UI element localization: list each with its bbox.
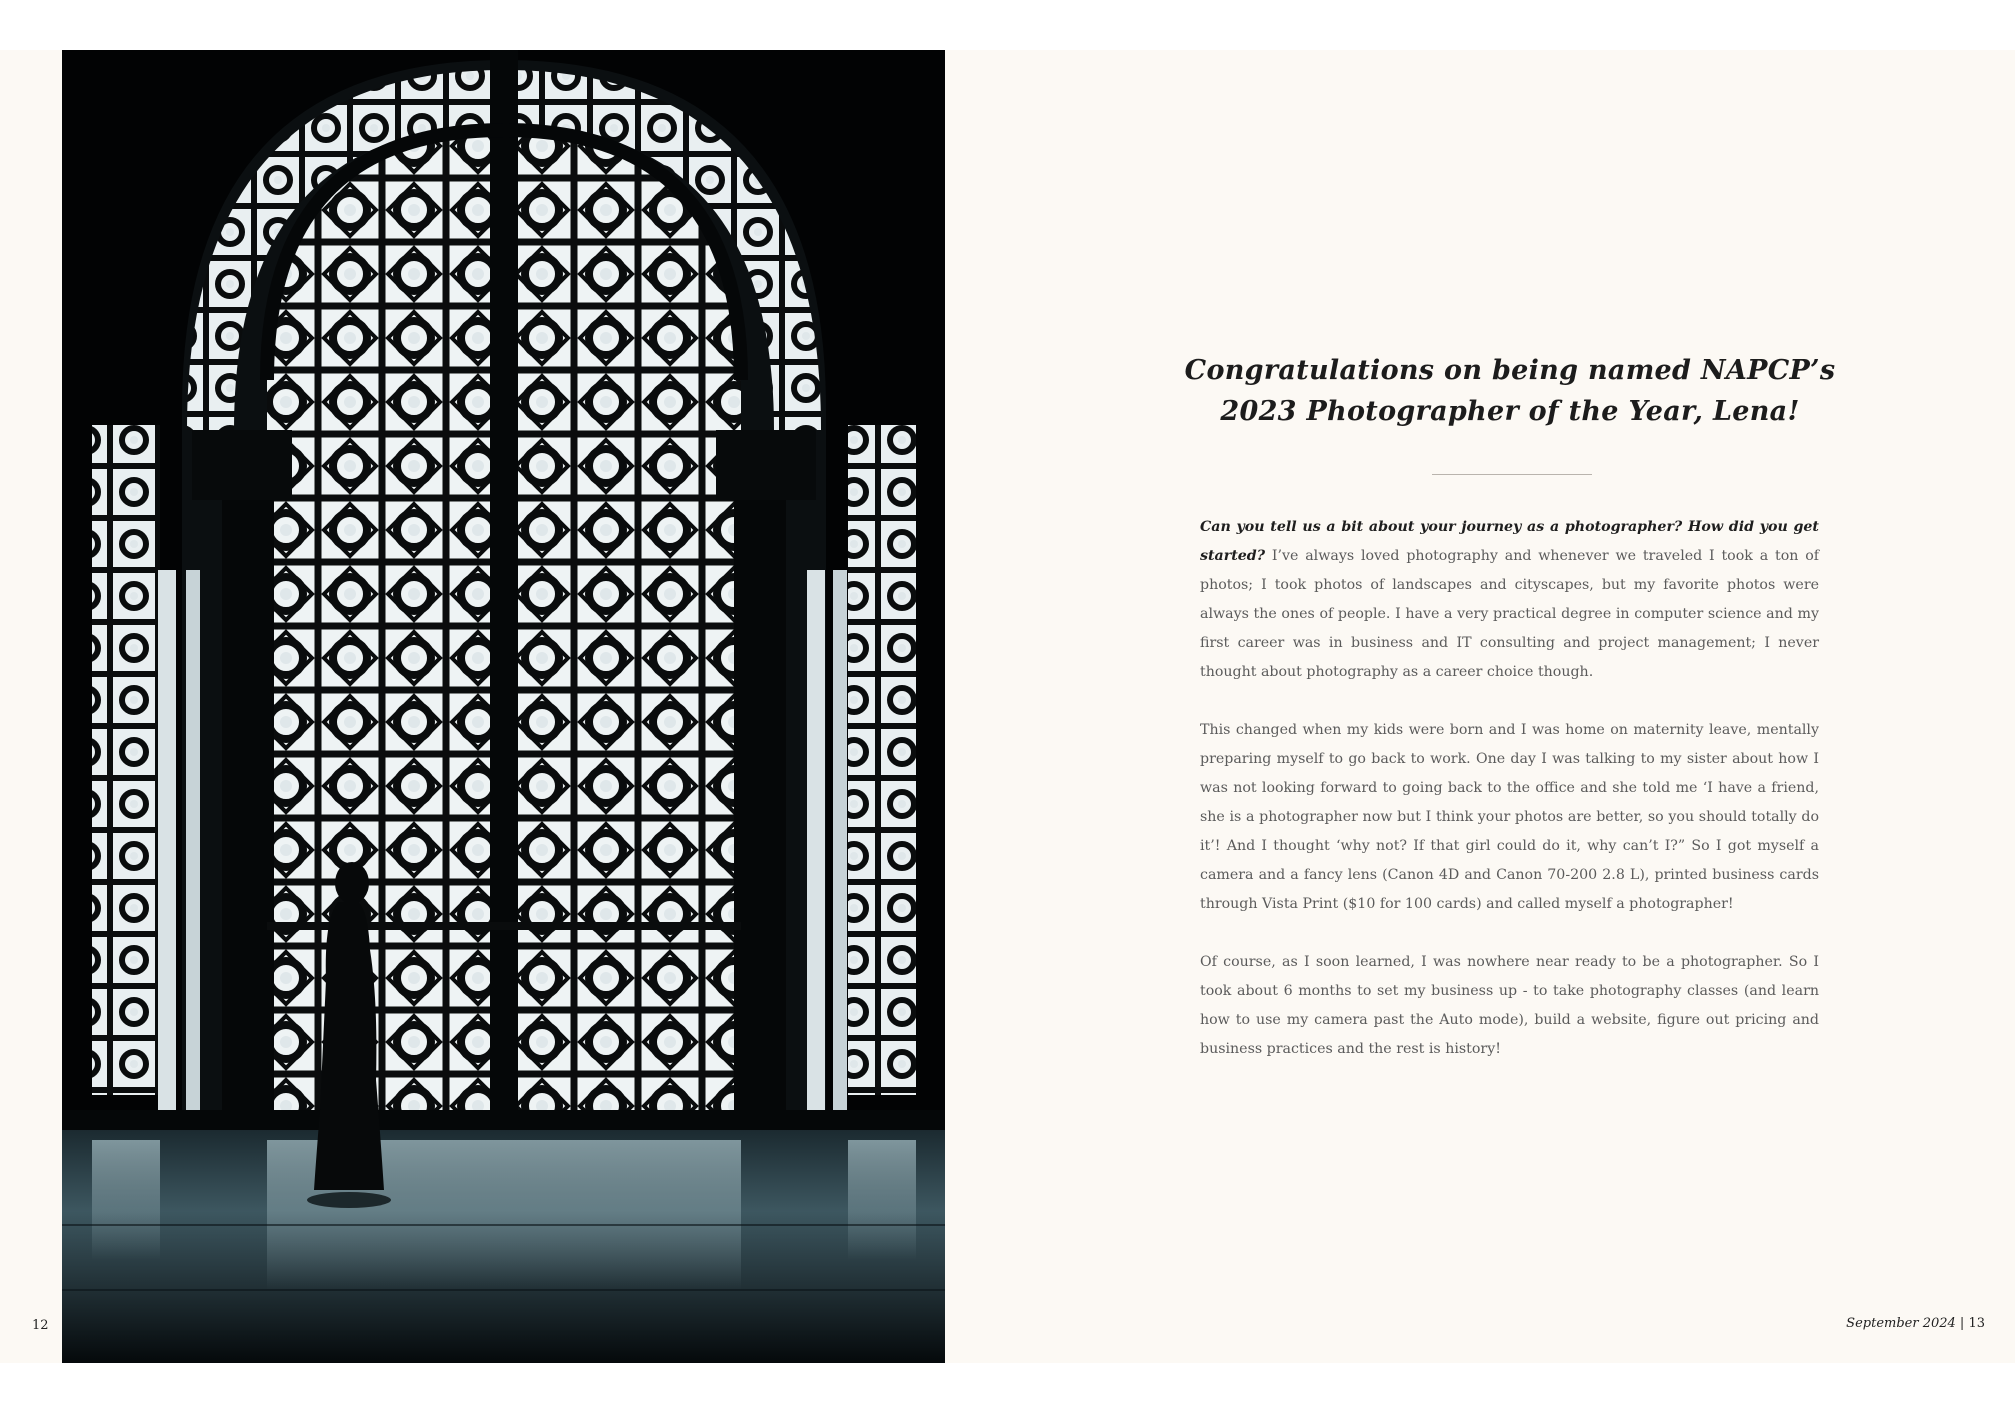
issue-date: September 2024 [1846, 1316, 1956, 1331]
interview-question: Can you tell us a bit about your journey as a photographer? How did you get started? [1200, 519, 1819, 564]
article-headline [1180, 350, 1840, 432]
article-paragraph-3: Of course, as I soon learned, I was nowhere near ready to be a photographer. So I took about 6 months to set my business up - to take photography classes (and learn how to use my camera past the Auto mode), build a website, figure out pricing and business practices and the rest is history! [1200, 954, 1819, 1057]
footer-separator: | [1955, 1316, 1969, 1331]
left-page-number: 12 [32, 1318, 49, 1333]
answer-text-1: I’ve always loved photography and whenever we traveled I took a ton of photos; I took photos of landscapes and cityscapes, but my favorite photos were always the ones of people. I have a very practical degree in computer science and my first career was in business and IT consulting and project management; I never thought about photography as a career choice though. [1200, 548, 1819, 680]
headline-divider [1432, 474, 1592, 475]
window-photo-illustration [62, 50, 945, 1363]
headline-line-1: Congratulations on being named NAPCP’s [1184, 355, 1836, 386]
article-paragraph-1 [1200, 513, 1819, 687]
article-paragraph-2: This changed when my kids were born and I was home on maternity leave, mentally preparing myself to go back to work. One day I was talking to my sister about how I was not looking forward to going back to the office and she told me ‘I have a friend, she is a photographer now but I think your photos are better, so you should totally do it’! And I thought ‘why not? If that girl could do it, why can’t I?” So I got myself a camera and a fancy lens (Canon 4D and Canon 70-200 2.8 L), printed business cards through Vista Print ($10 for 100 cards) and called myself a photographer! [1200, 722, 1819, 912]
right-page-number: 13 [1968, 1316, 1985, 1331]
right-page-footer [1846, 1316, 1985, 1331]
magazine-spread [0, 50, 2015, 1363]
window-photograph [62, 50, 945, 1363]
headline-line-2: 2023 Photographer of the Year, Lena! [1220, 396, 1800, 427]
interview-article [1184, 350, 1836, 1093]
